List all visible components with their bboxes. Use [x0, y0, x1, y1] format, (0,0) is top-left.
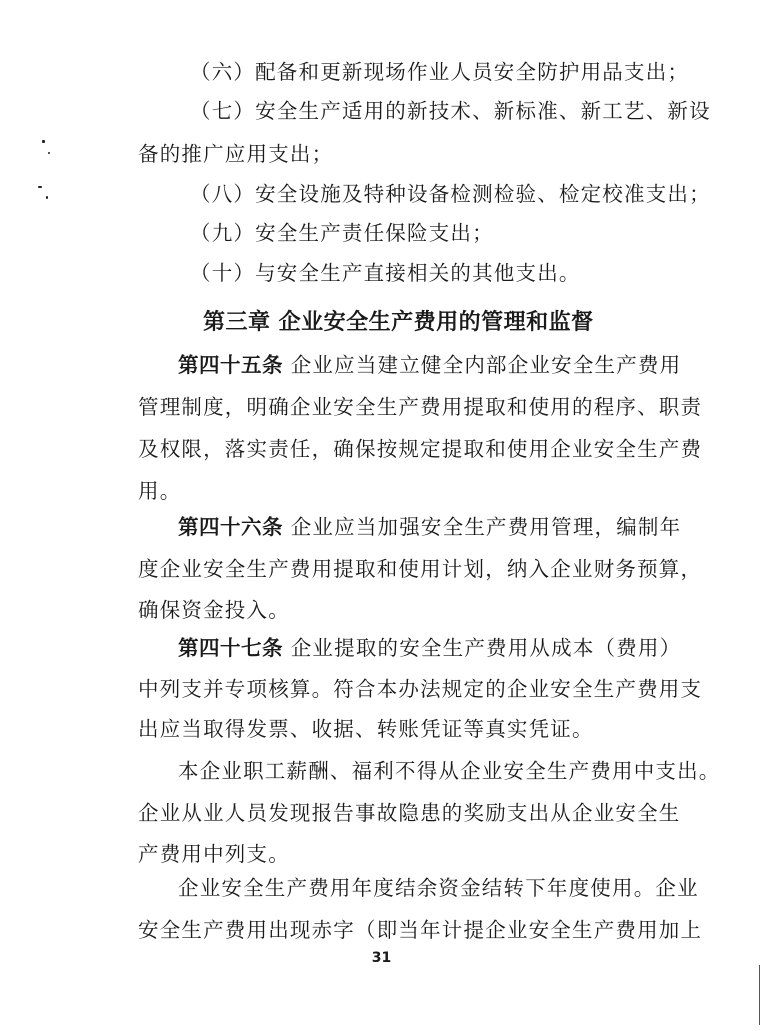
- article-46-label: 第四十六条: [178, 515, 283, 539]
- chapter-title: 第三章 企业安全生产费用的管理和监督: [203, 310, 594, 335]
- list-item-7: （七）安全生产适用的新技术、新标准、新工艺、新设: [190, 99, 711, 123]
- scan-edge-line: [759, 965, 760, 1025]
- article-47-label: 第四十七条: [178, 636, 283, 660]
- article-45-first-line: [178, 351, 681, 379]
- article-45-line: 管理制度，明确企业安全生产费用提取和使用的程序、职责: [138, 395, 703, 419]
- page-number: 31: [371, 950, 392, 966]
- scan-speck: [46, 196, 48, 199]
- article-45-line: 用。: [138, 479, 182, 503]
- article-47-first-line: [178, 634, 681, 662]
- scan-speck: [42, 140, 45, 143]
- balance-paragraph-line: 安全生产费用出现赤字（即当年计提企业安全生产费用加上: [138, 918, 703, 942]
- list-item-10: （十）与安全生产直接相关的其他支出。: [190, 261, 581, 285]
- article-45-text: 企业应当建立健全内部企业安全生产费用: [283, 353, 682, 377]
- list-item-6: （六）配备和更新现场作业人员安全防护用品支出；: [190, 60, 690, 84]
- article-47-line: 中列支并专项核算。符合本办法规定的企业安全生产费用支: [138, 677, 703, 701]
- scan-speck: [38, 186, 42, 188]
- article-47-line: 出应当取得发票、收据、转账凭证等真实凭证。: [138, 717, 594, 741]
- article-46-first-line: [178, 513, 681, 541]
- list-item-8: （八）安全设施及特种设备检测检验、检定校准支出；: [190, 182, 711, 206]
- article-45-label: 第四十五条: [178, 353, 283, 377]
- article-47-text: 企业提取的安全生产费用从成本（费用）: [283, 636, 682, 660]
- balance-paragraph-line: 企业安全生产费用年度结余资金结转下年度使用。企业: [178, 876, 699, 900]
- list-item-9: （九）安全生产责任保险支出；: [190, 221, 494, 245]
- article-46-line: 度企业安全生产费用提取和使用计划，纳入企业财务预算，: [138, 557, 703, 581]
- list-item-7-cont: 备的推广应用支出；: [138, 142, 334, 166]
- article-45-line: 及权限，落实责任，确保按规定提取和使用企业安全生产费: [138, 437, 703, 461]
- salary-paragraph-line: 产费用中列支。: [138, 842, 290, 866]
- article-46-line: 确保资金投入。: [138, 598, 290, 622]
- salary-paragraph-line: 企业从业人员发现报告事故隐患的奖励支出从企业安全生: [138, 801, 681, 825]
- salary-paragraph-line: 本企业职工薪酬、福利不得从企业安全生产费用中支出。: [178, 759, 721, 783]
- scan-speck: [48, 152, 50, 154]
- article-46-text: 企业应当加强安全生产费用管理，编制年: [283, 515, 682, 539]
